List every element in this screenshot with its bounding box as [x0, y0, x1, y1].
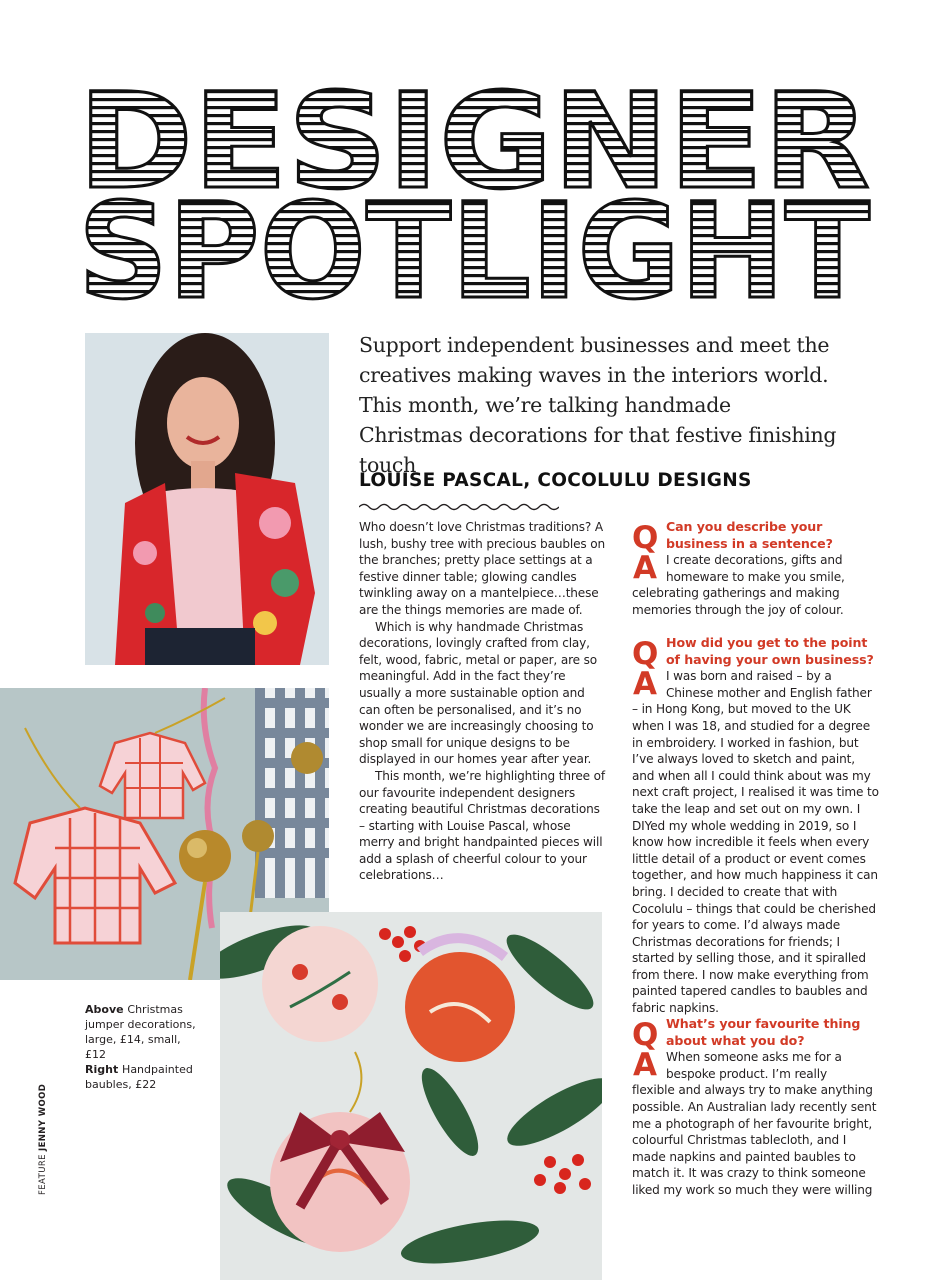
answer: [632, 1049, 880, 1198]
caption-text: Handpainted baubles, £22: [85, 1063, 193, 1091]
photo-caption: [85, 1002, 205, 1062]
qa-block: [632, 1016, 880, 1199]
qa-block: [632, 635, 880, 1017]
answer-rest: celebrating gatherings and making memories through the joy of colour.: [632, 586, 844, 617]
a-mark: A: [633, 666, 657, 698]
body-column: [359, 519, 607, 884]
answer-first-line: When someone asks me for a bespoke product. I’m really: [666, 1050, 842, 1081]
wavy-divider: [359, 502, 559, 512]
caption-text: Christmas jumper decorations, large, £14, small, £12: [85, 1003, 196, 1061]
photo-caption: [85, 1062, 205, 1092]
qa-marks-icon: [632, 1019, 662, 1079]
question: Can you describe your business in a sentence?: [666, 519, 833, 551]
answer: [632, 552, 880, 618]
headline: [78, 82, 878, 304]
answer: [632, 668, 880, 1016]
headline-line1: DESIGNER: [78, 82, 870, 219]
baubles-photo: [220, 912, 602, 1280]
answer-rest: – in Hong Kong, but moved to the UK when I was 18, and studied for a degree in embroidery. I worked in fashion, but I’ve always loved to sketch and paint, and when all I could think about was my next craft project, I realised it was time to take the leap and set out on my own. I DIYed my whole wedding in 2019, so I know how incredible it feels when every little detail of a product or event comes together, and how much happiness it can bring. I decided to create that with Cocolulu – things that could be cherished for years to come. I’d always made Christmas decorations for friends; I started by selling those, and it spiralled from there. I now make everything from painted tapered candles to baubles and fabric napkins.: [632, 702, 879, 1016]
answer-first-line: I create decorations, gifts and homeware to make you smile,: [666, 553, 845, 584]
qa-block: [632, 519, 880, 619]
designer-heading: LOUISE PASCAL, COCOLULU DESIGNS: [359, 470, 752, 491]
body-paragraph: Who doesn’t love Christmas traditions? A lush, bushy tree with precious baubles on the branches; pretty place settings at a festive dinner table; glowing candles twinkling away on a mantelpiece…these are the things memories are made of.: [359, 520, 605, 617]
question: What’s your favourite thing about what you do?: [666, 1016, 861, 1048]
credit-name: JENNY WOOD: [38, 1083, 48, 1151]
a-mark: A: [633, 1047, 657, 1079]
feature-credit: [38, 1084, 48, 1195]
a-mark: A: [633, 550, 657, 582]
caption-label: Above: [85, 1003, 128, 1016]
credit-prefix: FEATURE: [38, 1150, 48, 1195]
q-mark: Q: [632, 638, 659, 672]
q-mark: Q: [632, 522, 659, 556]
body-paragraph: Which is why handmade Christmas decorations, lovingly crafted from clay, felt, wood, fabric, metal or paper, are so meaningful. Add in the fact they’re usually a more sustainable option and can often be personalised, and it’s no wonder we are increasingly choosing to shop small for unique designs to be displayed in our homes year after year.: [359, 619, 598, 767]
headline-line2: SPOTLIGHT: [78, 175, 870, 304]
intro-standfirst: Support independent businesses and meet the creatives making waves in the interiors world. This month, we’re talking handmade Christmas decorations for that festive finishing touch: [359, 333, 837, 477]
question: How did you get to the point of having your own business?: [666, 635, 874, 667]
q-mark: Q: [632, 1019, 659, 1053]
answer-rest: flexible and always try to make anything possible. An Australian lady recently sent me a photograph of her favourite bright, colourful Christmas tablecloth, and I made napkins and painted baubles to match it. It was crazy to think someone liked my work so much they were willing: [632, 1083, 877, 1197]
qa-marks-icon: [632, 638, 662, 698]
qa-marks-icon: [632, 522, 662, 582]
caption-label: Right: [85, 1063, 123, 1076]
body-paragraph: This month, we’re highlighting three of our favourite independent designers creating beautiful Christmas decorations – starting with Louise Pascal, whose merry and bright handpainted pieces will add a splash of cheerful colour to your celebrations…: [359, 768, 606, 883]
designer-portrait-photo: [85, 333, 329, 665]
answer-first-line: I was born and raised – by a Chinese mother and English father: [666, 669, 872, 700]
